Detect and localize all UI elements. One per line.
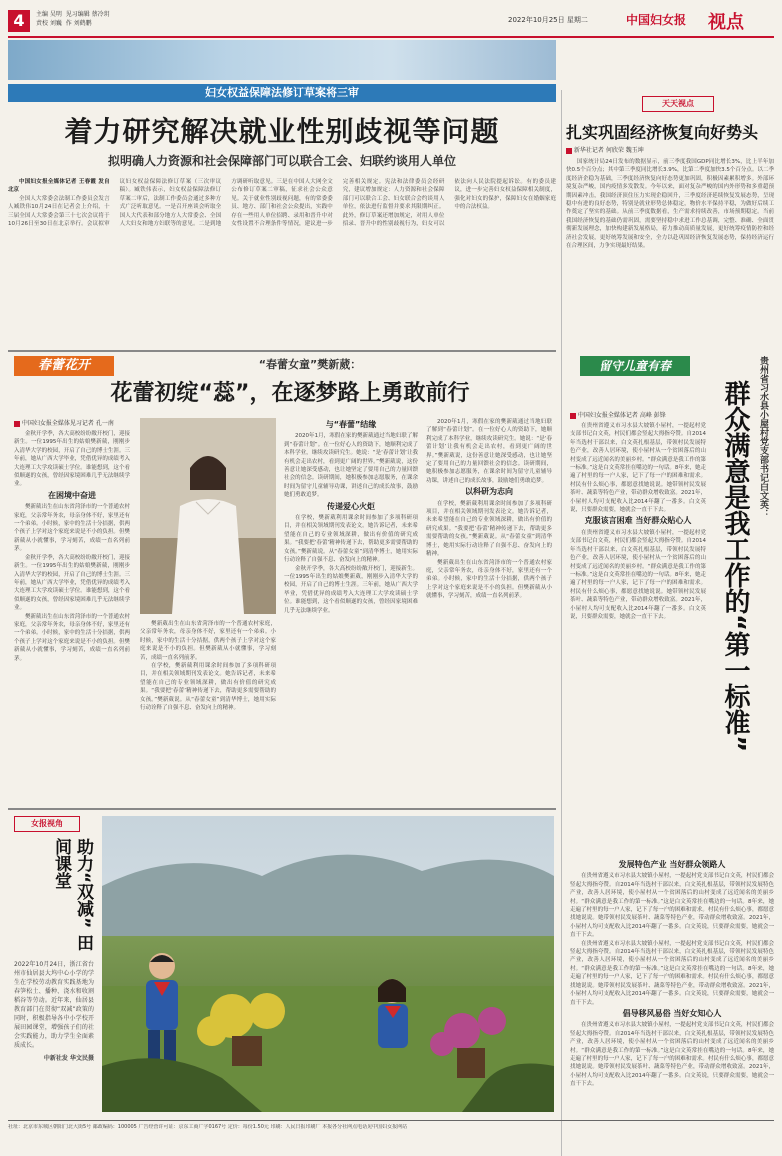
lead-divider (8, 350, 556, 352)
feature-col3: 与“春蕾”结缘 2020年1月，寒假在家的樊新葳通过当地妇联了解到“春蕾计划”。在一位好心人的资助下，她顺利完成了本科学业，继续攻读研究生。她说：“是‘春蕾计划’让我有机会走出农村，看到更广阔的世界。”樊新葳说，这份善意让她深受感动，也让她坚定了要用自己的力量回馈社会的信念。读研期间，她积极参加志愿服务，在课余时间为留守儿童辅导功课，讲述自己的成长故事，鼓励她们勇敢追梦。 传递爱心火炬 在学校，樊新葳利用课余时间参加了多项科研项目，并在相关领域期刊发表论文。她告诉记者，未来希望能在自己的专业领域深耕，做出有价值的研究成果。“我要把‘春蕾’精神传递下去，帮助更多需要帮助的女孩。”樊新葳说。从“春蕾女童”到清华博士，她用实际行动诠释了自强不息、奋发向上的精神。 金秋开学季，各大高校纷纷敞开校门，迎接新生。一位1995年出生的姑娘樊新葳，刚刚步入清华大学的校园，开启了自己的博士生涯。三年前，她从广西大学毕业，凭借优异的成绩考入大连理工大学攻读硕士学位。谁能想到，这个看似顺遂的女孩，曾经因家境困难几乎无法继续学业。 (284, 420, 418, 614)
vertical-section-2: 发展特色产业 当好群众领路人 (618, 860, 726, 869)
sidebar-title: 扎实巩固经济恢复向好势头 (566, 123, 759, 142)
sidebar-byline: 新华社记者 何欣荣 魏玉坤 (566, 145, 774, 154)
girl-portrait-photo (140, 418, 276, 614)
bottom-tag: 女报视角 (14, 816, 80, 832)
feature-section-3: 传递爱心火炬 (327, 501, 375, 511)
feature-section-2: 与“春蕾”结缘 (325, 420, 377, 429)
lead-body (8, 178, 556, 346)
footer-rule (8, 1120, 774, 1121)
feature-section-1: 在困境中奋进 (48, 490, 96, 500)
vertical-body-top: 在贵州省遵义市习水县大坡镇小屋村，一提起村党支部书记白文英，村民们都会竖起大拇指夸赞。自2014年当选村干部以来，白文英扎根基层，带领村民发展特色产业，改善人居环境，使小屋村从一个贫困落后的山村变成了远近闻名的美丽乡村。“群众满意是我工作的第一标准。”这是白文英常挂在嘴边的一句话。8年来，她走遍了村里的每一户人家，记下了每一户的困难和需求。村民有什么烦心事，都愿意找她说说。她带领村民发展茶叶、蔬菜等特色产业，带动群众增收致富。2021年，小屋村人均可支配收入比2014年翻了一番多。白文英说，只要群众需要，她就会一直干下去。 克服该言困难 当好群众贴心人 在贵州省遵义市习水县大坡镇小屋村，一提起村党支部书记白文英，村民们都会竖起大拇指夸赞。自2014年当选村干部以来，白文英扎根基层，带领村民发展特色产业，改善人居环境，使小屋村从一个贫困落后的山村变成了远近闻名的美丽乡村。“群众满意是我工作的第一标准。”这是白文英常挂在嘴边的一句话。8年来，她走遍了村里的每一户人家，记下了每一户的困难和需求。村民有什么烦心事，都愿意找她说说。她带领村民发展茶叶、蔬菜等特色产业，带动群众增收致富。2021年，小屋村人均可支配收入比2014年翻了一番多。白文英说，只要群众需要，她就会一直干下去。 (570, 423, 706, 620)
lead-headline: 着力研究解决就业性别歧视等问题 (64, 115, 500, 148)
student-girl (378, 979, 408, 1048)
paper-name: 中国妇女报 (626, 13, 687, 27)
vertical-headline: 群众满意是我工作的“第一标准” (720, 380, 750, 753)
page-number: 4 (8, 10, 30, 32)
feature-col1: 金秋开学季，各大高校纷纷敞开校门，迎接新生。一位1995年出生的姑娘樊新葳，刚刚步入清华大学的校园，开启了自己的博士生涯。三年前，她从广西大学毕业，凭借优异的成绩考入大连理工大学攻读硕士学位。谁能想到，这个看似顺遂的女孩，曾经因家境困难几乎无法继续学业。 在困境中奋进 樊新葳出生在山东省菏泽市的一个普通农村家庭，父亲常年务农，母亲身体不好，家里还有一个弟弟。小时候，家中的生活十分拮据，供两个孩子上学对这个家庭来说是不小的负担。但樊新葳从小就懂事，学习刻苦，成绩一直名列前茅。 金秋开学季，各大高校纷纷敞开校门，迎接新生。一位1995年出生的姑娘樊新葳，刚刚步入清华大学的校园，开启了自己的博士生涯。三年前，她从广西大学毕业，凭借优异的成绩考入大连理工大学攻读硕士学位。谁能想到，这个看似顺遂的女孩，曾经因家境困难几乎无法继续学业。 樊新葳出生在山东省菏泽市的一个普通农村家庭，父亲常年务农，母亲身体不好，家里还有一个弟弟。小时候，家中的生活十分拮据，供两个孩子上学对这个家庭来说是不小的负担。但樊新葳从小就懂事，学习刻苦，成绩一直名列前茅。 (14, 431, 130, 662)
feature-banner: 春蕾花开 (14, 356, 114, 376)
sidebar-tag: 天天视点 (642, 96, 714, 112)
feature-byline: 中国妇女报全媒体见习记者 孔一南 (14, 418, 124, 427)
bottom-rule (8, 808, 556, 810)
lead-text: 全国人大常委会法制工作委员会发言人臧铁伟10月24日在记者会上介绍，十三届全国人大常委会第三十七次会议将于10月26日至30日在北京举行。会议拟审议妇女权益保障法修订草案（三次审议稿）。臧铁伟表示，妇女权益保障法修订草案二审后，法制工作委员会通过多种方式广泛听取意见。一是召开座谈会听取全国人大代表和部分地方人大常委会、全国人大妇女和地方妇联等的意见。二是到地方调研听取意见。三是在中国人大网全文公布修订草案二审稿，征求社会公众意见。关于就业性别歧视问题，有的常委委员、地方、部门和社会公众提出，实践中存在一些用人单位招聘、录用和晋升中对女性设置不合理条件等情况，建议进一步完善相关规定。宪法和法律委员会经研究，建议增加规定：人力资源和社会保障部门可以联合工会、妇女联合会约谈用人单位，依法进行监督并要求其限期纠正。此外，修订草案还增加规定，对用人单位招录、晋升中的性别歧视行为，妇女可以依法向人民法院提起诉讼。有的委员建议，进一步完善妇女权益保障相关制度，强化对妇女的保护，保障妇女在婚姻家庭中的合法权益。 (8, 179, 556, 228)
field-class-photo (102, 816, 554, 1112)
sidebar-body: 国家统计局24日发布的数据显示，前三季度我国GDP同比增长3%，比上半年加快0.5个百分点；其中第三季度同比增长3.9%，比第二季度加快3.5个百分点。以二季度经济企稳为基础，三季度经济恢复向好态势更加巩固，积极因素累积增多。外部环境复杂严峻，国内疫情多发散发。今年以来，面对复杂严峻的国内外形势和多重超预期因素冲击，我国经济顶住压力实现企稳回升，三季度经济延续恢复发展态势，呈现稳中有进的良好态势，特别是就业形势总体稳定，物价水平保持平稳，为做好后续工作奠定了坚实的基础。从前三季度数据看，生产需求持续改善，市场预期稳定。当前我国经济恢复的基础仍需巩固，需要坚持稳中求进工作总基调，完整、准确、全面贯彻新发展理念，加快构建新发展格局，着力推动高质量发展，更好统筹疫情防控和经济社会发展，更好统筹发展和安全，全力以赴巩固经济恢复发展态势，保持经济运行在合理区间，力争实现最好结果。 (566, 159, 774, 250)
vertical-kicker: 贵州省习水县小屋村党支部书记白文英： (758, 356, 768, 518)
vertical-section-1: 克服该言困难 当好群众贴心人 (584, 516, 692, 526)
lead-kicker: 妇女权益保障法修订草案将三审 (8, 84, 556, 102)
feature-col4: 2020年1月，寒假在家的樊新葳通过当地妇联了解到“春蕾计划”。在一位好心人的资助下，她顺利完成了本科学业，继续攻读研究生。她说：“是‘春蕾计划’让我有机会走出农村，看到更广阔的世界。”樊新葳说，这份善意让她深受感动，也让她坚定了要用自己的力量回馈社会的信念。读研期间，她积极参加志愿服务，在课余时间为留守儿童辅导功课，讲述自己的成长故事，鼓励她们勇敢追梦。 以科研为志向 在学校，樊新葳利用课余时间参加了多项科研项目，并在相关领域期刊发表论文。她告诉记者，未来希望能在自己的专业领域深耕，做出有价值的研究成果。“我要把‘春蕾’精神传递下去，帮助更多需要帮助的女孩。”樊新葳说。从“春蕾女童”到清华博士，她用实际行动诠释了自强不息、奋发向上的精神。 樊新葳出生在山东省菏泽市的一个普通农村家庭，父亲常年务农，母亲身体不好，家里还有一个弟弟。小时候，家中的生活十分拮据，供两个孩子上学对这个家庭来说是不小的负担。但樊新葳从小就懂事，学习刻苦，成绩一直名列前茅。 (426, 419, 552, 600)
lead-byline: 中国妇女报全媒体记者 王春霞 发自北京 (8, 179, 110, 194)
page-header (8, 8, 774, 34)
vertical-body-bottom: 发展特色产业 当好群众领路人 在贵州省遵义市习水县大坡镇小屋村，一提起村党支部书记白文英，村民们都会竖起大拇指夸赞。自2014年当选村干部以来，白文英扎根基层，带领村民发展特色产业，改善人居环境，使小屋村从一个贫困落后的山村变成了远近闻名的美丽乡村。“群众满意是我工作的第一标准。”这是白文英常挂在嘴边的一句话。8年来，她走遍了村里的每一户人家，记下了每一户的困难和需求。村民有什么烦心事，都愿意找她说说。她带领村民发展茶叶、蔬菜等特色产业，带动群众增收致富。2021年，小屋村人均可支配收入比2014年翻了一番多。白文英说，只要群众需要，她就会一直干下去。 在贵州省遵义市习水县大坡镇小屋村，一提起村党支部书记白文英，村民们都会竖起大拇指夸赞。自2014年当选村干部以来，白文英扎根基层，带领村民发展特色产业，改善人居环境，使小屋村从一个贫困落后的山村变成了远近闻名的美丽乡村。“群众满意是我工作的第一标准。”这是白文英常挂在嘴边的一句话。8年来，她走遍了村里的每一户人家，记下了每一户的困难和需求。村民有什么烦心事，都愿意找她说说。她带领村民发展茶叶、蔬菜等特色产业，带动群众增收致富。2021年，小屋村人均可支配收入比2014年翻了一番多。白文英说，只要群众需要，她就会一直干下去。 倡导移风易俗 当好女知心人 在贵州省遵义市习水县大坡镇小屋村，一提起村党支部书记白文英，村民们都会竖起大拇指夸赞。自2014年当选村干部以来，白文英扎根基层，带领村民发展特色产业，改善人居环境，使小屋村从一个贫困落后的山村变成了远近闻名的美丽乡村。“群众满意是我工作的第一标准。”这是白文英常挂在嘴边的一句话。8年来，她走遍了村里的每一户人家，记下了每一户的困难和需求。村民有什么烦心事，都愿意找她说说。她带领村民发展茶叶、蔬菜等特色产业，带动群众增收致富。2021年，小屋村人均可支配收入比2014年翻了一番多。白文英说，只要群众需要，她就会一直干下去。 (570, 860, 774, 1088)
bottom-caption: 2022年10月24日，浙江省台州市仙居县大坞中心小学的学生在学校劳动教育实践基地为春笋松土、播种、浇水和收割稻谷等劳动。近年来，仙居县教育部门在贯彻“双减”政策的同时，积极指导各中小学校开展田园课堂，增强孩子们的社会实践能力，助力学生全面素质成长。 中新社发 华文民摄 (14, 961, 94, 1062)
column-rule (561, 90, 562, 390)
lead-subhead: 拟明确人力资源和社会保障部门可以联合工会、妇联约谈用人单位 (107, 154, 456, 168)
lead-photo-strip (8, 40, 556, 80)
bottom-headline: 助力“双减” 田间课堂 (51, 838, 93, 952)
vertical-banner: 留守儿童有春 (580, 356, 690, 376)
vertical-byline: 中国妇女报全媒体记者 高峰 彭锋 (570, 410, 706, 419)
feature-section-4: 以科研为志向 (465, 487, 513, 497)
editor-credits: 主编 吴明 见习编辑 蔡冷玥 责校 刘巍 作 刘鹤鹏 (36, 11, 110, 27)
photo-credit: 中新社发 华文民摄 (43, 1055, 94, 1062)
header-rule (8, 36, 774, 38)
vertical-section-3: 倡导移风易俗 当好女知心人 (622, 1008, 722, 1018)
issue-date: 2022年10月25日 星期二 (508, 16, 588, 24)
feature-kicker: “春蕾女童”樊新葳： (258, 358, 362, 371)
feature-headline: 花蕾初绽“蕊”，在逐梦路上勇敢前行 (110, 381, 470, 406)
footer-text: 社址：北京市东城区朝阳门北大街5号 邮政编码：100005 广告经营许可证：京东工商广字0167号 定价：每份1.50元 印刷：人民日报印刷厂 本报各分社网点电话见中国妇女报网站 (8, 1124, 408, 1130)
column-rule (561, 356, 562, 1156)
feature-col2: 樊新葳出生在山东省菏泽市的一个普通农村家庭，父亲常年务农，母亲身体不好，家里还有一个弟弟。小时候，家中的生活十分拮据，供两个孩子上学对这个家庭来说是不小的负担。但樊新葳从小就懂事，学习刻苦，成绩一直名列前茅。 在学校，樊新葳利用课余时间参加了多项科研项目，并在相关领域期刊发表论文。她告诉记者，未来希望能在自己的专业领域深耕，做出有价值的研究成果。“我要把‘春蕾’精神传递下去，帮助更多需要帮助的女孩。”樊新葳说。从“春蕾女童”到清华博士，她用实际行动诠释了自强不息、奋发向上的精神。 (140, 621, 276, 712)
section-title: 视点 (708, 12, 744, 33)
